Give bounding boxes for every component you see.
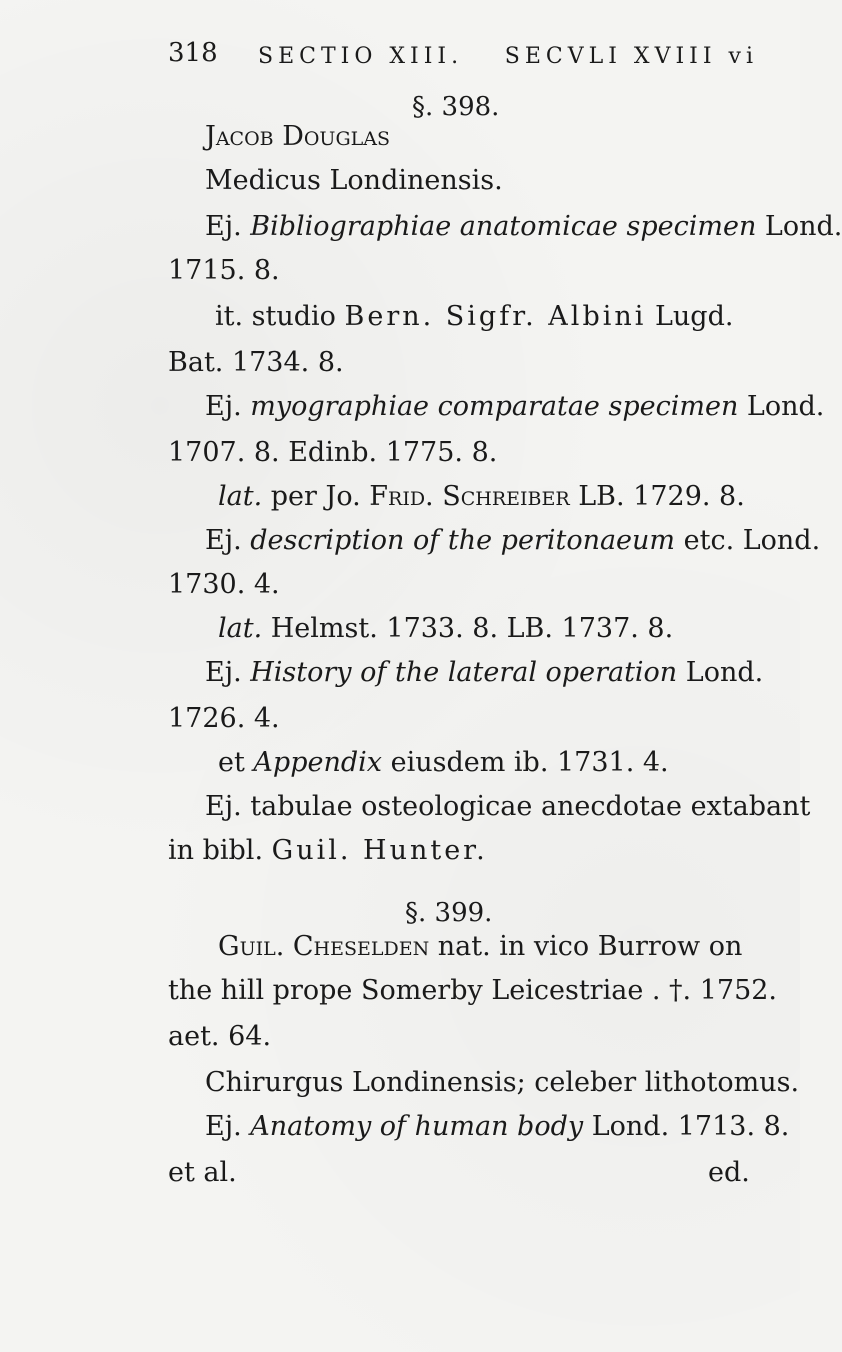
text-segment: History of the lateral operation [250,657,678,688]
text-segment: etc. Lond. [675,525,821,556]
text-segment: in bibl. [168,835,272,866]
text-line [168,1022,271,1052]
text-line [168,256,280,286]
text-line [168,438,497,468]
text-line [205,122,390,152]
text-segment: lat. [218,613,263,644]
text-segment: nat. in vico Burrow on [429,931,743,962]
text-segment: Bern. Sigfr. Albini [344,301,647,332]
text-segment: it. studio [215,301,345,332]
text-segment: lat. [218,481,263,512]
text-line [205,526,820,556]
text-line [218,482,745,512]
text-segment: Lond. [677,657,764,688]
text-line [168,348,344,378]
text-segment: aet. 64. [168,1021,272,1052]
text-segment: Frid. Schreiber [369,481,570,512]
text-segment: LB. 1729. 8. [569,481,745,512]
text-segment: et [218,747,254,778]
text-line [205,212,842,242]
text-segment: Ej. [205,525,251,556]
text-segment: 1730. 4. [168,569,280,600]
text-line [205,792,810,822]
text-line [218,614,673,644]
text-segment: Helmst. 1733. 8. LB. 1737. 8. [262,613,674,644]
text-segment: description of the peritonaeum [250,525,676,556]
text-segment: Ej. [205,211,251,242]
text-segment: Lond. 1713. 8. [583,1111,790,1142]
page-number: 318 [168,38,218,68]
text-segment: Ej. [205,1111,251,1142]
text-line [168,704,280,734]
text-line [205,392,824,422]
century-title: SECVLI XVIII vi [504,44,758,69]
text-segment: myographiae comparatae specimen [250,391,739,422]
text-segment: Lugd. [646,301,734,332]
section-marker: §. 399. [405,898,493,928]
text-line [205,1112,789,1142]
text-segment: Lond. [756,211,842,242]
text-line [218,748,669,778]
text-line [215,302,733,332]
text-segment: Appendix [253,747,383,778]
text-segment: 1715. 8. [168,255,280,286]
section-marker: §. 398. [412,92,500,122]
text-segment: Guil. Hunter. [271,835,488,866]
text-segment: Lond. [738,391,825,422]
text-segment: Medicus Londinensis. [205,165,503,196]
text-line [218,932,742,962]
text-segment: 1707. 8. Edinb. 1775. 8. [168,437,498,468]
text-segment: per Jo. [262,481,370,512]
text-line [205,1068,799,1098]
text-segment: Bibliographiae anatomicae specimen [250,211,757,242]
text-segment: eiusdem ib. 1731. 4. [382,747,669,778]
text-segment: the hill prope Somerby Leicestriae . †. 1752. [168,975,778,1006]
text-segment: 1726. 4. [168,703,280,734]
text-segment: Ej. tabulae osteologicae anecdotae extabant [205,791,811,822]
text-line [168,836,488,866]
text-segment: Chirurgus Londinensis; celeber lithotomus. [205,1067,800,1098]
text-line [205,658,763,688]
text-segment: Bat. 1734. 8. [168,347,344,378]
text-segment: ed. [708,1157,750,1188]
text-segment: Ej. [205,391,251,422]
text-line [168,1157,750,1188]
section-title: SECTIO XIII. [258,44,464,69]
text-line [168,570,280,600]
text-line [205,166,503,196]
text-segment: Guil. Cheselden [218,931,430,962]
text-segment: Anatomy of human body [250,1111,584,1142]
text-segment: Ej. [205,657,251,688]
running-header [168,38,758,78]
text-segment: Jacob Douglas [205,121,390,152]
text-line [168,976,777,1006]
text-segment: et al. [168,1157,237,1188]
